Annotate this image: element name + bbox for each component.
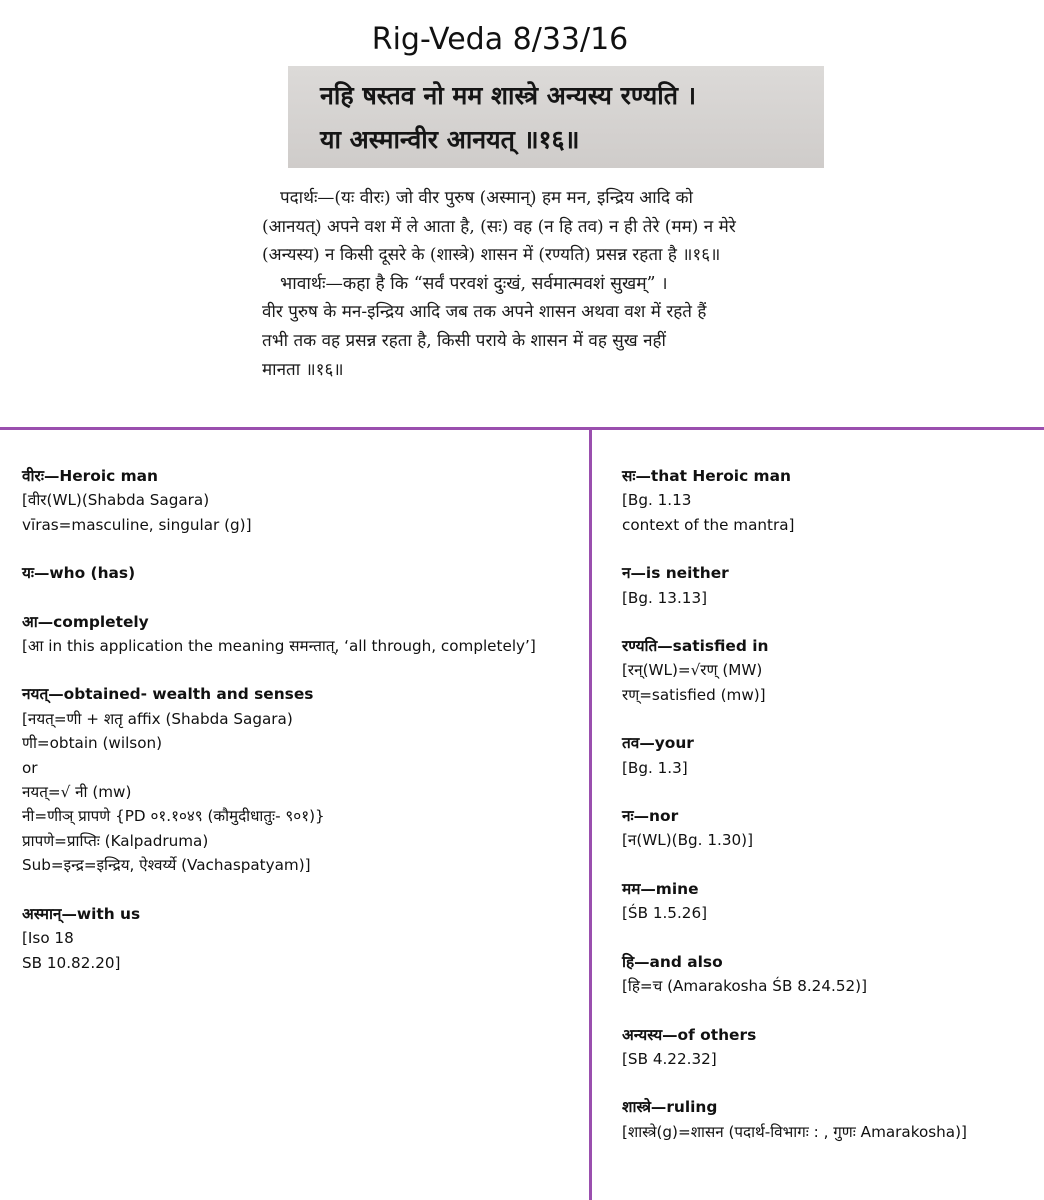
entry-heading: हि—and also bbox=[622, 952, 723, 971]
entry-heading: शास्त्रे—ruling bbox=[622, 1098, 718, 1117]
entry-heading: रण्यति—satisfied in bbox=[622, 637, 769, 656]
entry-note: नयत्=√ नी (mw) bbox=[22, 783, 132, 802]
entry-note: [Bg. 13.13] bbox=[622, 588, 708, 607]
entry-note: [शास्त्रे(g)=शासन (पदार्थ-विभागः : , गुणः Amarakosha)] bbox=[622, 1122, 967, 1141]
verse-line-2: या अस्मान्वीर आनयत् ॥१६॥ bbox=[320, 125, 580, 154]
glossary-entry bbox=[622, 1023, 1037, 1072]
page-title: Rig-Veda 8/33/16 bbox=[371, 22, 629, 57]
padartha-line-2: (आनयत्) अपने वश में ले आता है, (सः) वह (न हि तव) न ही तेरे (मम) न मेरे bbox=[262, 216, 736, 237]
commentary-scan bbox=[262, 184, 858, 406]
entry-note: [SB 4.22.32] bbox=[622, 1049, 717, 1068]
entry-heading: तव—your bbox=[622, 734, 694, 753]
entry-note: [नयत्=णी + शतृ affix (Shabda Sagara) bbox=[22, 709, 293, 728]
entry-heading: अस्मान्—with us bbox=[22, 904, 141, 923]
entry-heading: आ—completely bbox=[22, 612, 149, 631]
padartha-line-1: पदार्थः—(यः वीरः) जो वीर पुरुष (अस्मान्) हम मन, इन्द्रिय आदि को bbox=[280, 188, 693, 208]
entry-note: context of the mantra] bbox=[622, 515, 795, 534]
vertical-divider bbox=[589, 427, 592, 1200]
entry-note: नी=णीञ् प्रापणे {PD ०१.१०४९ (कौमुदीधातुः- ९०१)} bbox=[22, 807, 325, 826]
glossary-entry bbox=[622, 877, 1037, 926]
entry-heading: नः—nor bbox=[622, 807, 679, 826]
glossary-entry bbox=[622, 1095, 1037, 1144]
entry-heading: वीरः—Heroic man bbox=[22, 467, 158, 485]
entry-heading: अन्यस्य—of others bbox=[622, 1025, 757, 1044]
glossary-entry bbox=[622, 731, 1037, 780]
entry-heading: न—is neither bbox=[622, 564, 729, 583]
glossary-entry bbox=[622, 950, 1037, 999]
entry-note: [न(WL)(Bg. 1.30)] bbox=[622, 831, 753, 850]
glossary-entry bbox=[622, 634, 1037, 707]
bhavartha-line-2: वीर पुरुष के मन-इन्द्रिय आदि जब तक अपने शासन अथवा वश में रहते हैं bbox=[262, 302, 707, 323]
entry-heading: यः—who (has) bbox=[22, 564, 136, 583]
glossary-entry bbox=[622, 804, 1037, 853]
entry-note: [वीर(WL)(Shabda Sagara) bbox=[22, 491, 210, 510]
bhavartha-line-4: मानता ॥१६॥ bbox=[262, 359, 344, 380]
glossary-entry bbox=[622, 464, 1037, 537]
verse-image bbox=[288, 66, 824, 168]
bhavartha-line-1: भावार्थः—कहा है कि “सर्वं परवशं दुःखं, सर्वमात्मवशं सुखम्” । bbox=[280, 273, 668, 294]
entry-note: [ŚB 1.5.26] bbox=[622, 904, 708, 923]
glossary-entry bbox=[622, 561, 1037, 610]
horizontal-divider bbox=[0, 427, 1044, 430]
bhavartha-line-3: तभी तक वह प्रसन्न रहता है, किसी पराये के शासन में वह सुख नहीं bbox=[262, 330, 666, 351]
entry-note: रण्=satisfied (mw)] bbox=[622, 685, 766, 704]
glossary-entry bbox=[22, 682, 582, 877]
entry-note: SB 10.82.20] bbox=[22, 953, 121, 972]
glossary-right-column bbox=[622, 464, 1037, 1168]
entry-note: [आ in this application the meaning समन्तात्, ‘all through, completely’] bbox=[22, 637, 536, 656]
entry-heading: सः—that Heroic man bbox=[622, 467, 791, 485]
padartha-line-3: (अन्यस्य) न किसी दूसरे के (शास्त्रे) शासन में (रण्यति) प्रसन्न रहता है ॥१६॥ bbox=[262, 245, 721, 266]
glossary-left-column bbox=[22, 464, 582, 999]
entry-note: vīras=masculine, singular (g)] bbox=[22, 515, 252, 534]
entry-heading: मम—mine bbox=[622, 879, 699, 898]
glossary-entry bbox=[22, 464, 582, 537]
entry-note: Sub=इन्द्र=इन्द्रिय, ऐश्वर्य्ये (Vachaspatyam)] bbox=[22, 856, 311, 875]
entry-note: or bbox=[22, 758, 38, 777]
glossary-entry bbox=[22, 610, 582, 659]
entry-note: [Bg. 1.3] bbox=[622, 758, 688, 777]
entry-note: णी=obtain (wilson) bbox=[22, 734, 163, 753]
glossary-entry bbox=[22, 902, 582, 975]
entry-note: [रन्(WL)=√रण् (MW) bbox=[622, 661, 763, 680]
entry-note: [हि=च (Amarakosha ŚB 8.24.52)] bbox=[622, 977, 868, 996]
entry-note: प्रापणे=प्राप्तिः (Kalpadruma) bbox=[22, 831, 209, 850]
glossary-entry bbox=[22, 561, 582, 585]
entry-heading: नयत्—obtained- wealth and senses bbox=[22, 685, 314, 704]
entry-note: [Bg. 1.13 bbox=[622, 491, 692, 510]
entry-note: [Iso 18 bbox=[22, 929, 74, 948]
verse-line-1: नहि षस्तव नो मम शास्त्रे अन्यस्य रण्यति । bbox=[320, 81, 697, 110]
